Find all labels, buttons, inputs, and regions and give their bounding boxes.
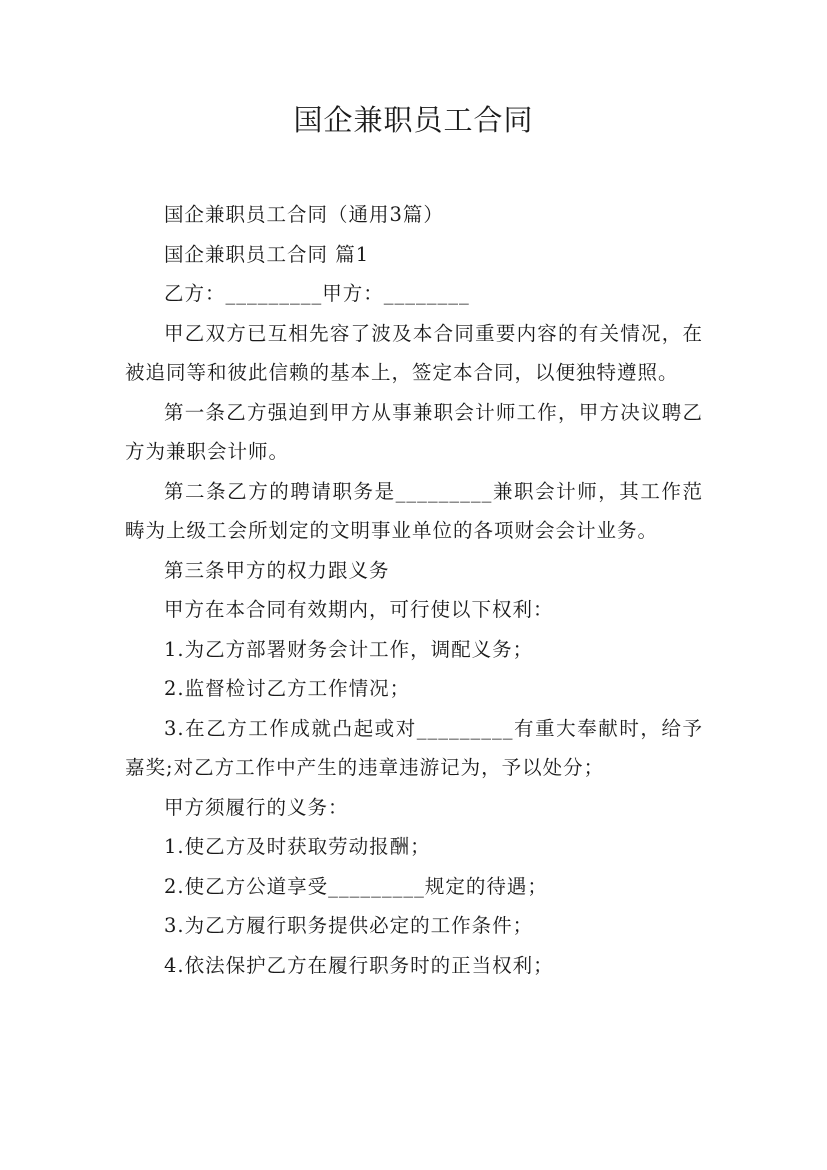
paragraph: 1.为乙方部署财务会计工作，调配义务； xyxy=(164,637,534,661)
paragraph: 国企兼职员工合同 篇1 xyxy=(164,242,370,266)
paragraph: 3.在乙方工作成就凸起或对_________有重大奉献时，给予嘉奖;对乙方工作中产生的违章违游记为，予以处分； xyxy=(125,716,703,779)
document-title: 国企兼职员工合同 xyxy=(293,103,534,137)
paragraph: 国企兼职员工合同（通用3篇） xyxy=(164,203,444,226)
document-body xyxy=(125,195,703,985)
paragraph: 2.使乙方公道享受_________规定的待遇； xyxy=(164,874,548,898)
paragraph: 甲方在本合同有效期内，可行使以下权利： xyxy=(164,598,554,621)
paragraph: 2.监督检讨乙方工作情况； xyxy=(164,677,411,700)
paragraph: 甲乙双方已互相先容了波及本合同重要内容的有关情况，在被追同等和彼此信赖的基本上，签定本合同，以便独特遵照。 xyxy=(125,321,703,384)
paragraph: 第三条甲方的权力跟义务 xyxy=(164,558,390,582)
paragraph: 第二条乙方的聘请职务是_________兼职会计师，其工作范畴为上级工会所划定的文明事业单位的各项财会会计业务。 xyxy=(125,479,703,542)
paragraph: 甲方须履行的义务： xyxy=(164,795,349,819)
paragraph: 乙方：_________甲方：________ xyxy=(164,282,470,305)
paragraph: 第一条乙方强迫到甲方从事兼职会计师工作，甲方决议聘乙方为兼职会计师。 xyxy=(125,400,703,463)
paragraph: 3.为乙方履行职务提供必定的工作条件； xyxy=(164,914,534,937)
paragraph: 1.使乙方及时获取劳动报酬； xyxy=(164,835,431,858)
paragraph: 4.依法保护乙方在履行职务时的正当权利； xyxy=(164,953,554,977)
